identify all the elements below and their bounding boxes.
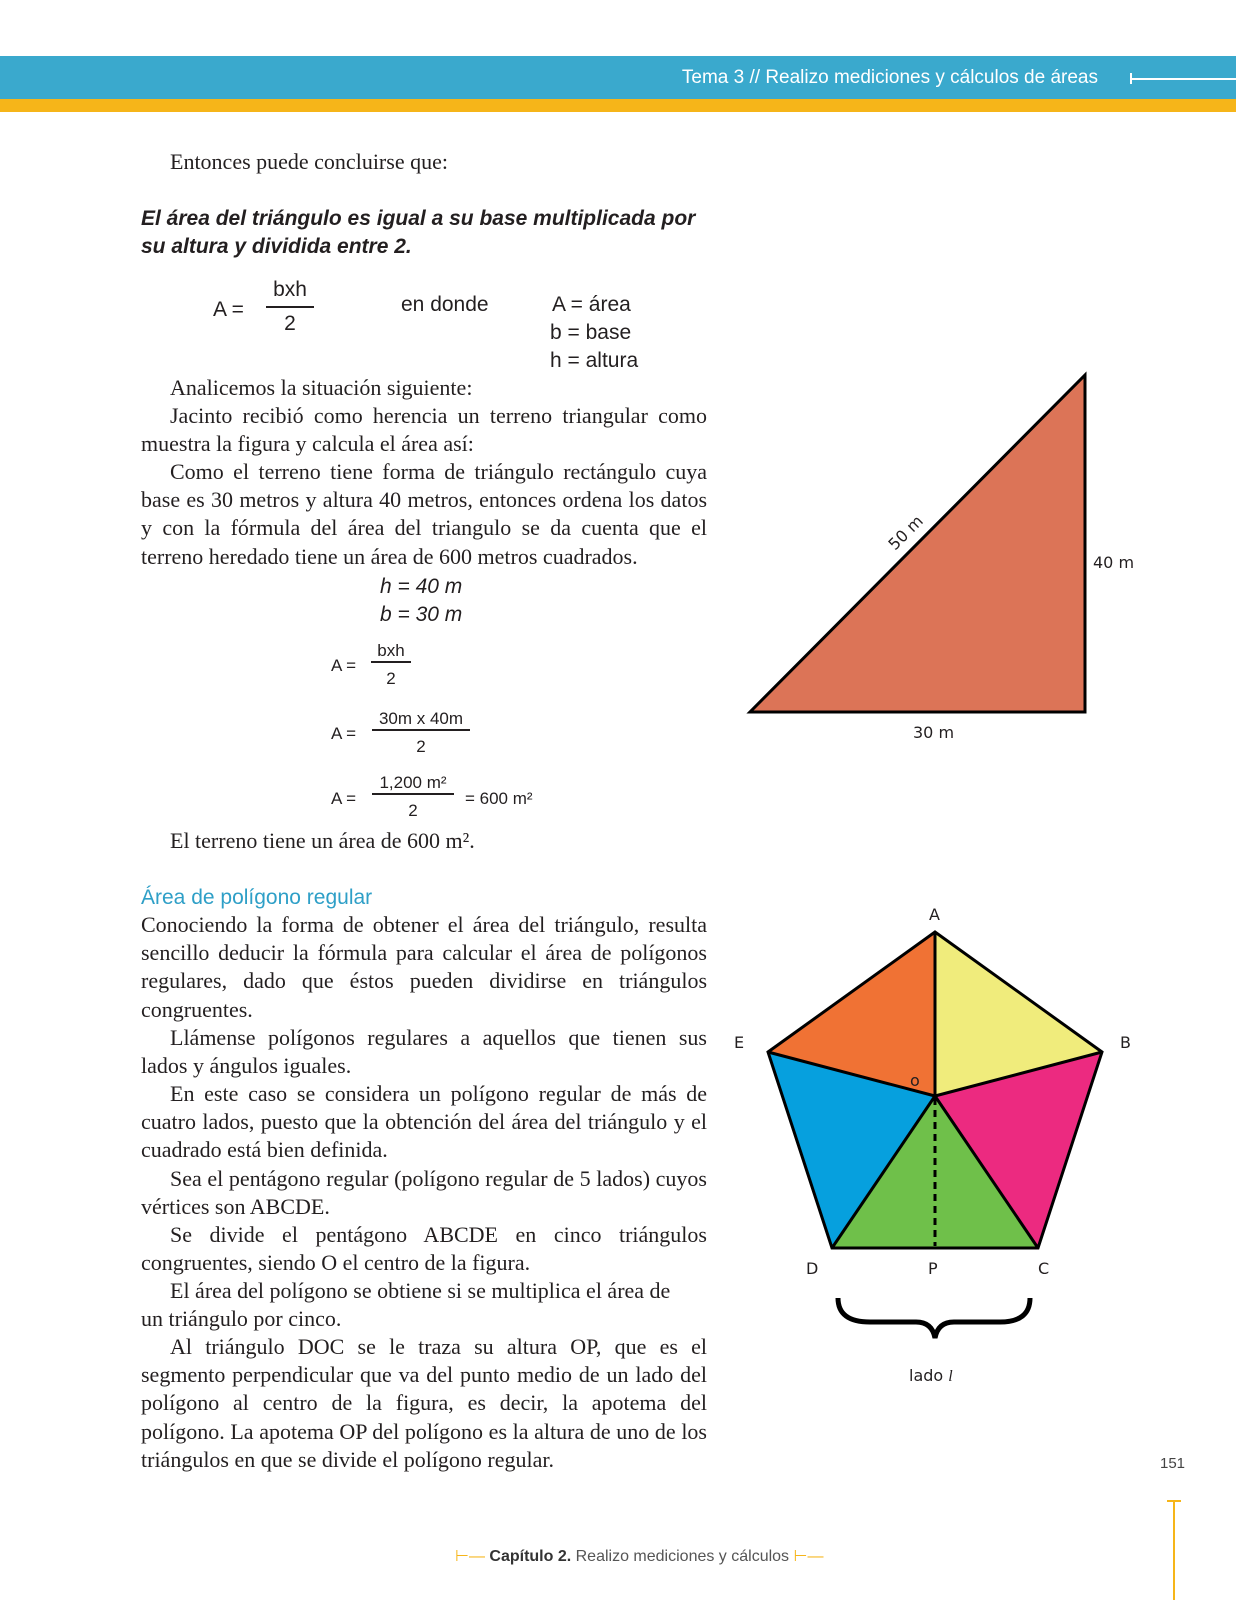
- definition-b: b = base: [550, 321, 632, 344]
- terrain-paragraph: Como el terreno tiene forma de triángulo rectángulo cuya base es 30 metros y altura 40 metros, entonces ordena los datos y con la fórmula del área del triangulo se da cuenta que el terreno heredado tiene un área de 600 metros cuadrados.: [141, 459, 707, 569]
- eq3-fraction-bar: [372, 793, 454, 795]
- footer-right-rule: ⊢—: [793, 1548, 824, 1565]
- eq2-numerator: 30m x 40m: [378, 709, 464, 728]
- hypotenuse-label: 50 m: [884, 511, 927, 554]
- eq3-lhs: A =: [331, 789, 357, 808]
- analysis-intro: Analicemos la situación siguiente:: [170, 375, 473, 400]
- formula-fraction-bar: [266, 306, 314, 308]
- en-donde-label: en donde: [401, 293, 489, 316]
- definition-h: h = altura: [550, 349, 639, 372]
- polygon-paragraph-2: Llámense polígonos regulares a aquellos que tienen sus lados y ángulos iguales.: [141, 1025, 707, 1079]
- intro-paragraph: Entonces puede concluirse que:: [170, 149, 448, 174]
- formula-denominator: 2: [284, 312, 296, 335]
- side-label: lado l: [909, 1366, 953, 1385]
- eq3-denominator: 2: [408, 801, 418, 820]
- footer-vertical-rule: [1173, 1500, 1175, 1600]
- formula-lhs: A =: [213, 298, 244, 321]
- triangle-shape: [750, 375, 1085, 712]
- footer-left-rule: ⊢—: [455, 1548, 485, 1565]
- page-number: 151: [1160, 1455, 1186, 1472]
- height-label: 40 m: [1093, 553, 1135, 572]
- header-title: Tema 3 // Realizo mediciones y cálculos de áreas: [681, 67, 1098, 88]
- vertex-label-b: B: [1120, 1033, 1131, 1052]
- terrain-conclusion: El terreno tiene un área de 600 m².: [170, 828, 475, 853]
- eq3-numerator: 1,200 m²: [379, 773, 447, 792]
- eq2-fraction-bar: [372, 729, 470, 731]
- area-rule: El área del triángulo es igual a su base multiplicada por su altura y dividida entre 2.: [141, 207, 696, 258]
- eq1-numerator: bxh: [377, 641, 405, 660]
- footer-chapter-label: Capítulo 2.: [489, 1548, 572, 1565]
- footer-chapter-title: Realizo mediciones y cálculos: [575, 1548, 790, 1565]
- polygon-paragraph-3: En este caso se considera un polígono regular de más de cuatro lados, puesto que la obtención del área del triángulo y el cuadrado está bien definida.: [141, 1081, 707, 1163]
- jacinto-paragraph: Jacinto recibió como herencia un terreno triangular como muestra la figura y calcula el área así:: [141, 403, 707, 457]
- formula-numerator: bxh: [273, 278, 307, 301]
- eq3-result: = 600 m²: [465, 789, 533, 808]
- vertex-label-a: A: [929, 905, 940, 924]
- header-rule: [1130, 78, 1236, 80]
- footer: [455, 1546, 824, 1566]
- section-title: Área de polígono regular: [141, 886, 373, 909]
- height-value: h = 40 m: [380, 575, 463, 598]
- vertex-label-e: E: [734, 1033, 745, 1052]
- header-rule-tick: [1130, 73, 1132, 84]
- eq1-denominator: 2: [386, 669, 396, 688]
- point-label-p: P: [928, 1259, 938, 1278]
- polygon-paragraph-5: Se divide el pentágono ABCDE en cinco triángulos congruentes, siendo O el centro de la figura.: [141, 1222, 707, 1276]
- eq2-lhs: A =: [331, 724, 357, 743]
- side-brace-icon: [838, 1298, 1030, 1338]
- base-value: b = 30 m: [380, 603, 463, 626]
- definition-a: A = área: [552, 293, 631, 316]
- eq2-denominator: 2: [416, 737, 426, 756]
- eq1-fraction-bar: [371, 661, 411, 663]
- polygon-paragraph-4: Sea el pentágono regular (polígono regular de 5 lados) cuyos vértices son ABCDE.: [141, 1166, 707, 1220]
- polygon-paragraph-7: Al triángulo DOC se le traza su altura OP, que es el segmento perpendicular que va del punto medio de un lado del polígono al centro de la figura, es decir, la apotema del polígono. La apotema OP del polígono es la altura de uno de los triángulos en que se divide el polígono regular.: [141, 1334, 707, 1472]
- base-label: 30 m: [913, 723, 955, 742]
- right-triangle-figure: [730, 370, 1150, 750]
- polygon-paragraph-6: El área del polígono se obtiene si se multiplica el área de un triángulo por cinco.: [141, 1278, 671, 1332]
- center-label-o: o: [910, 1071, 920, 1090]
- vertex-label-d: D: [806, 1259, 819, 1278]
- pentagon-figure: [720, 890, 1150, 1400]
- vertex-label-c: C: [1038, 1259, 1050, 1278]
- eq1-lhs: A =: [331, 656, 357, 675]
- polygon-paragraph-1: Conociendo la forma de obtener el área del triángulo, resulta sencillo deducir la fórmula para calcular el área de polígonos regulares, dado que éstos pueden dividirse en triángulos congruentes.: [141, 912, 707, 1022]
- header-accent-bar: [0, 99, 1236, 112]
